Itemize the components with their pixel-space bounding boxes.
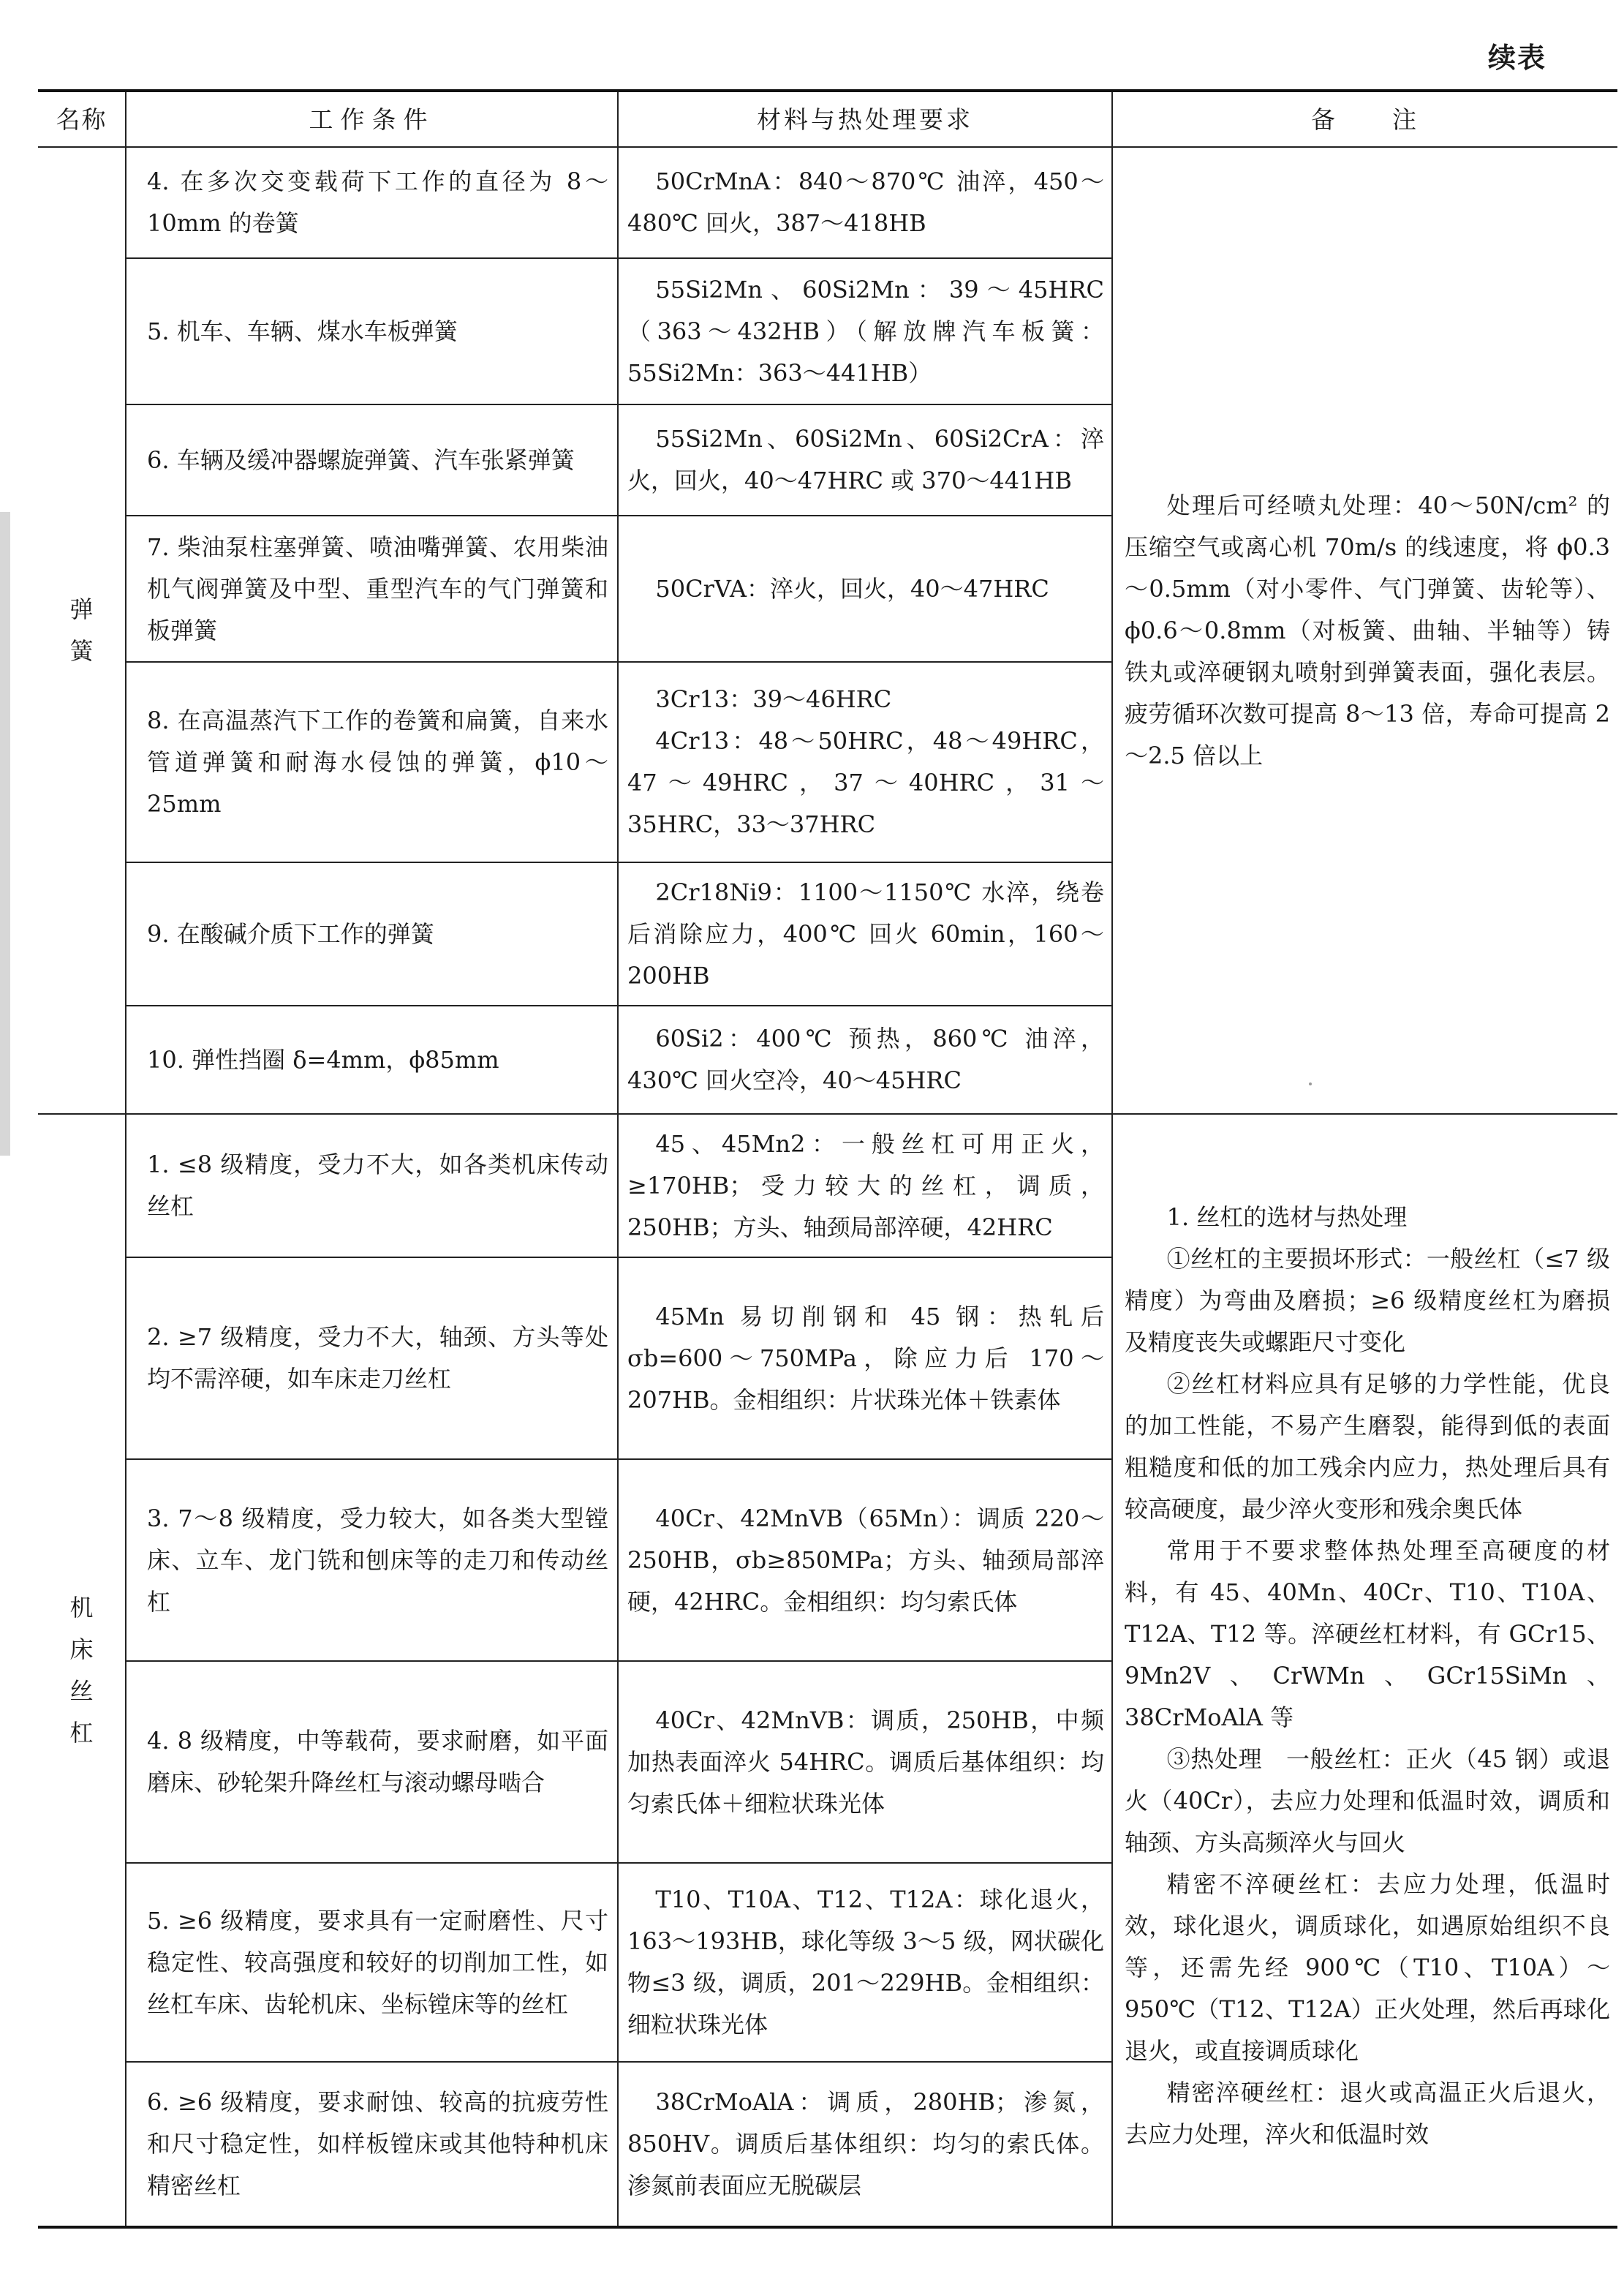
table-row <box>38 1114 1617 1257</box>
condition-cell: 5. ≥6 级精度，要求具有一定耐磨性、尺寸稳定性、较高强度和较好的切削加工性，如丝杠车床、齿轮机床、坐标镗床等的丝杠 <box>126 1863 618 2062</box>
spec-table <box>38 89 1617 2229</box>
continuation-label: 续表 <box>1488 42 1547 74</box>
condition-cell: 4. 在多次交变载荷下工作的直径为 8～10mm 的卷簧 <box>126 147 618 258</box>
material-cell: 40Cr、42MnVB：调质，250HB，中频加热表面淬火 54HRC。调质后基体组织：均匀索氏体＋细粒状珠光体 <box>618 1661 1112 1863</box>
note-cell-leadscrew: 1. 丝杠的选材与热处理 ①丝杠的主要损坏形式：一般丝杠（≤7 级精度）为弯曲及磨损；≥6 级精度丝杠为磨损及精度丧失或螺距尺寸变化 ②丝杠材料应具有足够的力学性能，优良的加工性能，不易产生磨裂，能得到低的表面粗糙度和低的加工残余内应力，热处理后具有较高硬度，最少淬火变形和残余奥氏体 常用于不要求整体热处理至高硬度的材料，有 45、40Mn、40Cr、T10、T10A、T12A、T12 等。淬硬丝杠材料，有 GCr15、9Mn2V、CrWMn、GCr15SiMn、38CrMoAlA 等 ③热处理 一般丝杠：正火（45 钢）或退火（40Cr），去应力处理和低温时效，调质和轴颈、方头高频淬火与回火 精密不淬硬丝杠：去应力处理，低温时效，球化退火，调质球化，如遇原始组织不良等，还需先经 900℃（T10、T10A）～950℃（T12、T12A）正火处理，然后再球化退火，或直接调质球化 精密淬硬丝杠：退火或高温正火后退火，去应力处理，淬火和低温时效 <box>1112 1114 1617 2227</box>
condition-cell: 6. 车辆及缓冲器螺旋弹簧、汽车张紧弹簧 <box>126 404 618 516</box>
condition-cell: 4. 8 级精度，中等载荷，要求耐磨，如平面磨床、砂轮架升降丝杠与滚动螺母啮合 <box>126 1661 618 1863</box>
header-material: 材料与热处理要求 <box>618 91 1112 147</box>
material-cell: 55Si2Mn、60Si2Mn：39～45HRC（363～432HB）（解放牌汽车板簧：55Si2Mn：363～441HB） <box>618 258 1112 404</box>
material-cell: 50CrVA：淬火，回火，40～47HRC <box>618 516 1112 662</box>
table-row <box>38 147 1617 258</box>
condition-cell: 7. 柴油泵柱塞弹簧、喷油嘴弹簧、农用柴油机气阀弹簧及中型、重型汽车的气门弹簧和板弹簧 <box>126 516 618 662</box>
material-cell: 38CrMoAlA：调质，280HB；渗氮，850HV。调质后基体组织：均匀的索氏体。渗氮前表面应无脱碳层 <box>618 2062 1112 2227</box>
scan-speck <box>1309 1082 1312 1085</box>
header-name: 名称 <box>38 91 126 147</box>
condition-cell: 3. 7～8 级精度，受力较大，如各类大型镗床、立车、龙门铣和刨床等的走刀和传动丝杠 <box>126 1459 618 1661</box>
material-cell: 45Mn 易切削钢和 45 钢：热轧后σb=600～750MPa，除应力后 170～207HB。金相组织：片状珠光体＋铁素体 <box>618 1257 1112 1459</box>
material-cell: 3Cr13：39～46HRC 4Cr13：48～50HRC，48～49HRC，47～49HRC，37～40HRC，31～35HRC，33～37HRC <box>618 662 1112 862</box>
material-cell: 2Cr18Ni9：1100～1150℃ 水淬，绕卷后消除应力，400℃ 回火 60min，160～200HB <box>618 862 1112 1006</box>
material-cell: 55Si2Mn、60Si2Mn、60Si2CrA：淬火，回火，40～47HRC 或 370～441HB <box>618 404 1112 516</box>
material-cell: T10、T10A、T12、T12A：球化退火，163～193HB，球化等级 3～5 级，网状碳化物≤3 级，调质，201～229HB。金相组织：细粒状珠光体 <box>618 1863 1112 2062</box>
header-note: 备 注 <box>1112 91 1617 147</box>
group-name-spring: 弹簧 <box>38 147 126 1114</box>
condition-cell: 9. 在酸碱介质下工作的弹簧 <box>126 862 618 1006</box>
condition-cell: 8. 在高温蒸汽下工作的卷簧和扁簧，自来水管道弹簧和耐海水侵蚀的弹簧，ϕ10～25mm <box>126 662 618 862</box>
group-name-leadscrew: 机床丝杠 <box>38 1114 126 2227</box>
condition-cell: 6. ≥6 级精度，要求耐蚀、较高的抗疲劳性和尺寸稳定性，如样板镗床或其他特种机床精密丝杠 <box>126 2062 618 2227</box>
condition-cell: 5. 机车、车辆、煤水车板弹簧 <box>126 258 618 404</box>
material-cell: 60Si2：400℃ 预热，860℃ 油淬，430℃ 回火空冷，40～45HRC <box>618 1006 1112 1114</box>
scan-edge-shadow <box>0 512 10 1156</box>
condition-cell: 1. ≤8 级精度，受力不大，如各类机床传动丝杠 <box>126 1114 618 1257</box>
material-cell: 40Cr、42MnVB（65Mn）：调质 220～250HB，σb≥850MPa；方头、轴颈局部淬硬，42HRC。金相组织：均匀索氏体 <box>618 1459 1112 1661</box>
header-condition: 工作条件 <box>126 91 618 147</box>
condition-cell: 2. ≥7 级精度，受力不大，轴颈、方头等处均不需淬硬，如车床走刀丝杠 <box>126 1257 618 1459</box>
material-cell: 45、45Mn2：一般丝杠可用正火，≥170HB；受力较大的丝杠，调质，250HB；方头、轴颈局部淬硬，42HRC <box>618 1114 1112 1257</box>
condition-cell: 10. 弹性挡圈 δ=4mm，ϕ85mm <box>126 1006 618 1114</box>
note-cell-spring: 处理后可经喷丸处理：40～50N/cm² 的压缩空气或离心机 70m/s 的线速度，将 ϕ0.3～0.5mm（对小零件、气门弹簧、齿轮等）、ϕ0.6～0.8mm（对板簧、曲轴、半轴等）铸铁丸或淬硬钢丸喷射到弹簧表面，强化表层。疲劳循环次数可提高 8～13 倍，寿命可提高 2～2.5 倍以上 <box>1112 147 1617 1114</box>
material-cell: 50CrMnA：840～870℃ 油淬，450～480℃ 回火，387～418HB <box>618 147 1112 258</box>
header-row <box>38 91 1617 147</box>
